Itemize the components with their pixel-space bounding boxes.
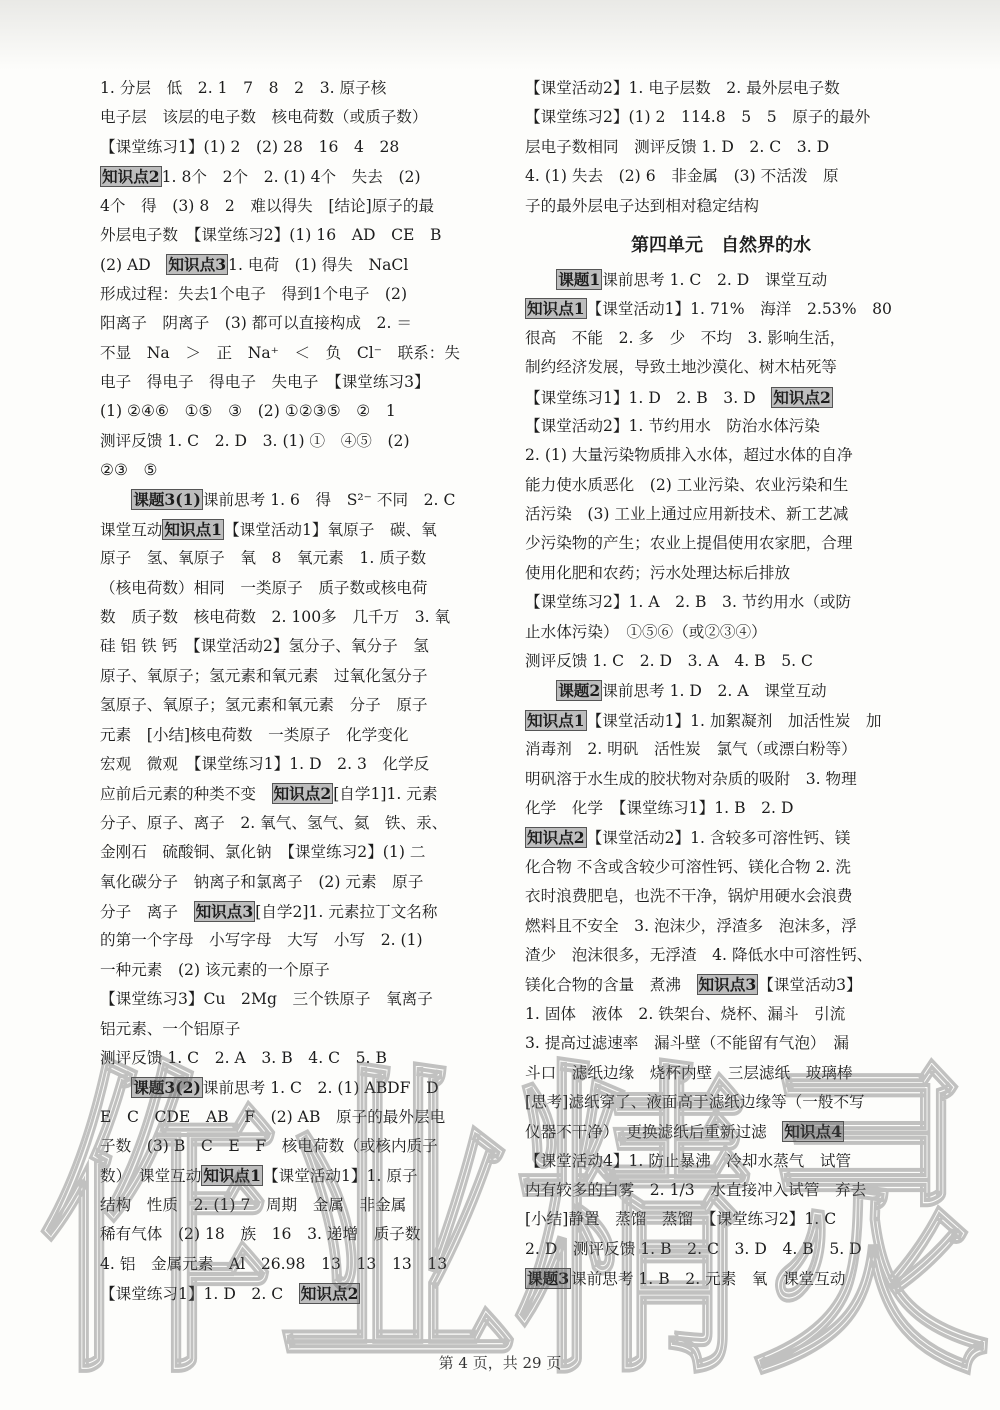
text-run: 一种元素 (2) 该元素的一个原子 [100, 960, 330, 979]
text-line [100, 838, 485, 867]
right-column-top [525, 74, 917, 221]
section-tag: 知识点2 [527, 828, 585, 848]
text-run: 渣少 泡沫很多，无浮渣 4. 降低水中可溶性钙、 [525, 945, 873, 964]
section-tag: 知识点2 [300, 1284, 359, 1304]
text-line [525, 441, 917, 470]
text-run: 【课堂练习2】1. A 2. B 3. 节约用水（或防 [525, 593, 852, 612]
text-run: 氧化碳分子 钠离子和氯离子 (2) 元素 原子 [100, 872, 424, 891]
text-run: 1. 分层 低 2. 1 7 8 2 3. 原子核 [100, 79, 387, 97]
text-line [525, 735, 917, 764]
text-run: [自学1]1. 元素 [333, 785, 438, 804]
text-line [525, 500, 917, 529]
text-line [525, 970, 917, 999]
text-run: 的第一个字母 小写字母 大写 小写 2. (1) [100, 931, 423, 950]
text-run: 明矾溶于水生成的胶状物对杂质的吸附 3. 物理 [525, 769, 857, 788]
text-run: 燃料且不安全 3. 泡沫少，浮渣多 泡沫多，浮 [525, 916, 857, 935]
text-line [525, 559, 917, 588]
text-line [100, 515, 485, 544]
text-run: 数 质子数 核电荷数 2. 100多 几千万 3. 氧 [100, 608, 451, 627]
text-line [525, 618, 917, 647]
text-run: 【课堂练习3】Cu 2Mg 三个铁原子 氧离子 [100, 990, 433, 1009]
text-line [100, 750, 485, 779]
text-run: 使用化肥和农药；污水处理达标后排放 [525, 563, 791, 582]
text-run: 子数 (3) B C E F 核电荷数（或核内质子 [100, 1137, 438, 1156]
text-line [525, 529, 917, 558]
section-tag: 知识点3 [698, 975, 757, 995]
text-line [525, 823, 917, 852]
text-run: ②③ ⑤ [100, 461, 158, 480]
text-run: 课前思考 1. 6 得 S²⁻ 不同 2. C [202, 491, 456, 510]
text-line [100, 485, 485, 514]
text-run: 能力使水质恶化 (2) 工业污染、农业污染和生 [525, 475, 849, 494]
text-line [525, 192, 917, 221]
text-run: 课前思考 1. C 2. D 课堂互动 [602, 270, 828, 289]
section-tag: 课题1 [558, 269, 601, 289]
text-line [100, 133, 485, 162]
section-tag: 课题3 [527, 1269, 570, 1289]
text-line [525, 588, 917, 617]
text-run [525, 682, 556, 700]
text-run: 4. (1) 失去 (2) 6 非金属 (3) 不活泼 原 [525, 167, 839, 186]
text-run: 氢原子、氧原子；氢元素和氧元素 分子 原子 [100, 696, 428, 715]
scan-shadow [0, 0, 1000, 70]
text-run: 课前思考 1. D 2. A 课堂互动 [602, 682, 827, 701]
svg-text:作业精灵: 作业精灵 [40, 1034, 991, 1410]
section-tag: 知识点1 [164, 519, 223, 539]
text-line [525, 882, 917, 911]
text-line [525, 383, 917, 412]
text-line [100, 632, 485, 661]
text-line [100, 603, 485, 632]
text-line [100, 926, 485, 955]
text-line [525, 103, 917, 132]
section-tag: 知识点2 [273, 784, 332, 804]
text-run: 镁化合物的含量 煮沸 [525, 976, 697, 995]
text-line [100, 162, 485, 191]
text-line [100, 250, 485, 279]
unit-title: 第四单元 自然界的水 [631, 234, 811, 256]
text-line [525, 647, 917, 676]
text-run: 消毒剂 2. 明矾 活性炭 氯气（或漂白粉等） [525, 740, 857, 759]
text-run: 内有较多的白雾 2. 1/3 水直接冲入试管 弃去 [525, 1181, 867, 1200]
text-run: （核电荷数）相同 一类原子 质子数或核电荷 [100, 578, 428, 597]
text-run [525, 271, 556, 289]
text-line [525, 912, 917, 941]
text-run: 4. 铝 金属元素 Al 26.98 13 13 13 13 [100, 1254, 448, 1273]
text-run: 数） 课堂互动 [100, 1167, 202, 1186]
text-run: 【课堂练习2】(1) 2 114.8 5 5 原子的最外 [525, 108, 871, 127]
section-tag: 知识点4 [784, 1122, 842, 1142]
text-run: [自学2]1. 元素拉丁文名称 [255, 902, 438, 921]
text-line [525, 294, 917, 323]
text-run: 活污染 (3) 工业上通过应用新技术、新工艺减 [525, 505, 849, 524]
text-line [100, 868, 485, 897]
text-run: 硅 铝 铁 钙 【课堂活动2】氢分子、氧分子 氢 [100, 637, 429, 656]
text-run: 形成过程：失去1个电子 得到1个电子 (2) [100, 284, 408, 303]
text-run: 结构 性质 2. (1) 7 周期 金属 非金属 [100, 1195, 407, 1214]
section-tag: 知识点1 [527, 710, 585, 730]
text-run: 【课堂练习1】1. D 2. C [100, 1285, 299, 1304]
text-line [100, 427, 485, 456]
text-run: 层电子数相同 测评反馈 1. D 2. C 3. D [525, 137, 830, 156]
text-line [100, 192, 485, 221]
section-tag: 课题3(2) [133, 1078, 201, 1098]
text-run: 原子、氧原子；氢元素和氧元素 过氧化氢分子 [100, 666, 428, 685]
text-line [100, 662, 485, 691]
text-run: 化学 化学 【课堂练习1】1. B 2. D [525, 798, 794, 817]
text-run: 测评反馈 1. C 2. A 3. B 4. C 5. B [100, 1048, 387, 1067]
text-run: 宏观 微观 【课堂练习1】1. D 2. 3 化学反 [100, 754, 430, 773]
text-line [525, 162, 917, 191]
text-run: 4个 得 (3) 8 2 难以得失 [结论]原子的最 [100, 196, 435, 215]
text-run: (2) AD [100, 256, 167, 275]
text-run: 分子 离子 [100, 902, 194, 921]
text-run: 分子、原子、离子 2. 氧气、氢气、氦 铁、汞、 [100, 813, 448, 832]
text-line [100, 544, 485, 573]
text-line [100, 809, 485, 838]
text-run: 斗口 滤纸边缘 烧杯内壁 三层滤纸 玻璃棒 [525, 1063, 853, 1082]
text-run: 稀有气体 (2) 18 族 16 3. 递增 质子数 [100, 1225, 421, 1244]
text-run: 【课堂活动2】1. 含较多可溶性钙、镁 [586, 829, 851, 848]
text-run: 仪器不干净） 更换滤纸后重新过滤 [525, 1123, 783, 1142]
section-tag: 知识点2 [102, 167, 160, 187]
text-run: 【课堂活动2】1. 节约用水 防治水体污染 [525, 416, 820, 435]
text-run: 课前思考 1. C 2. (1) ABDF D [202, 1079, 439, 1098]
text-run: E C CDE AB F (2) AB 原子的最外层电 [100, 1107, 446, 1126]
text-run: 【课堂练习1】1. D 2. B 3. D [525, 388, 772, 407]
text-run: 应前后元素的种类不变 [100, 785, 272, 804]
text-run: 化合物 不含或含较少可溶性钙、镁化合物 2. 洗 [525, 857, 852, 876]
text-run: 制约经济发展，导致土地沙漠化、树木枯死等 [525, 358, 837, 377]
text-line [525, 794, 917, 823]
text-line [525, 133, 917, 162]
text-line [100, 779, 485, 808]
text-run: 测评反馈 1. C 2. D 3. A 4. B 5. C [525, 652, 813, 671]
text-run: 子的最外层电子达到相对稳定结构 [525, 196, 759, 215]
text-line [525, 265, 917, 294]
text-run: 1. 电荷 (1) 得失 NaCl [228, 256, 409, 275]
text-line [100, 574, 485, 603]
text-run: [思考]滤纸穿了、液面高于滤纸边缘等（一般不写 [525, 1092, 865, 1111]
section-tag: 知识点3 [168, 255, 227, 275]
text-run: 铝元素、一个铝原子 [100, 1019, 241, 1038]
text-line [100, 956, 485, 985]
text-line [525, 353, 917, 382]
text-run: 【课堂活动1】1. 71% 海洋 2.53% 80 [586, 300, 892, 319]
text-run: (1) ②④⑥ ①⑤ ③ (2) ①②③⑤ ② 1 [100, 402, 396, 421]
text-run: 金刚石 硫酸铜、氯化钠 【课堂练习2】(1) 二 [100, 843, 426, 862]
text-run: 测评反馈 1. C 2. D 3. (1) ① ④⑤ (2) [100, 431, 410, 450]
text-run: 【课堂活动2】1. 电子层数 2. 最外层电子数 [525, 79, 840, 97]
text-run: 课堂互动 [100, 520, 163, 539]
text-line [100, 74, 485, 103]
section-tag: 知识点3 [195, 901, 254, 921]
text-run: 原子 氢、氧原子 氧 8 氧元素 1. 质子数 [100, 549, 427, 568]
text-run: 不显 Na ＞ 正 Na⁺ ＜ 负 Cl⁻ 联系：失 [100, 343, 460, 362]
text-run: 电子层 该层的电子数 核电荷数（或质子数） [100, 108, 428, 127]
text-line [100, 368, 485, 397]
text-run: 1. 8个 2个 2. (1) 4个 失去 (2) [161, 168, 421, 187]
text-line [525, 706, 917, 735]
text-run: 衣时浪费肥皂，也洗不干净，锅炉用硬水会浪费 [525, 887, 853, 906]
text-run: 元素 [小结]核电荷数 一类原子 化学变化 [100, 725, 409, 744]
text-run: 阳离子 阴离子 (3) 都可以直接构成 2. ＝ [100, 314, 412, 333]
text-run: 很高 不能 2. 多 少 不均 3. 影响生活， [525, 328, 846, 347]
text-run: 【课堂活动1】1. 原子 [263, 1167, 418, 1186]
text-line [525, 765, 917, 794]
section-tag: 知识点1 [527, 299, 585, 319]
section-tag: 课题3(1) [133, 490, 201, 510]
text-run: 【课堂活动1】1. 加絮凝剂 加活性炭 加 [586, 711, 882, 730]
text-line [525, 941, 917, 970]
text-run: 少污染物的产生；农业上提倡使用农家肥，合理 [525, 534, 853, 553]
section-tag: 知识点2 [773, 387, 831, 407]
text-run: 3. 提高过滤速率 漏斗壁（不能留有气泡） 漏 [525, 1034, 849, 1053]
section-tag: 课题2 [558, 681, 601, 701]
text-run: 课前思考 1. B 2. 元素 氧 课堂互动 [571, 1270, 846, 1289]
watermark-logo [20, 1010, 1000, 1410]
section-tag: 知识点1 [203, 1166, 261, 1186]
text-line [100, 691, 485, 720]
text-line [525, 853, 917, 882]
text-run: 【课堂练习1】(1) 2 (2) 28 16 4 28 [100, 137, 400, 156]
text-line [100, 397, 485, 426]
text-run [100, 491, 131, 509]
text-run: 【课堂活动1】氧原子 碳、氧 [224, 520, 437, 539]
text-run: 止水体污染） ①⑤⑥（或②③④） [525, 622, 767, 641]
text-line [100, 221, 485, 250]
text-run: 2. (1) 大量污染物质排入水体，超过水体的自净 [525, 446, 853, 465]
text-line [525, 324, 917, 353]
text-line [525, 74, 917, 103]
text-run: 【课堂活动4】1. 防止暴沸 冷却水蒸气 试管 [525, 1151, 852, 1170]
text-line [100, 339, 485, 368]
text-run: 电子 得电子 得电子 失电子 【课堂练习3】 [100, 372, 430, 391]
text-line [100, 721, 485, 750]
text-run: 【课堂活动3】 [758, 976, 862, 995]
text-line [100, 103, 485, 132]
text-run: 2. D 测评反馈 1. B 2. C 3. D 4. B 5. D [525, 1239, 862, 1258]
text-line [100, 456, 485, 485]
text-line [525, 412, 917, 441]
text-run: 1. 固体 液体 2. 铁架台、烧杯、漏斗 引流 [525, 1004, 846, 1023]
text-line [100, 280, 485, 309]
text-line [100, 897, 485, 926]
text-line [100, 309, 485, 338]
text-line [525, 676, 917, 705]
page-footer: 第 4 页，共 29 页 [438, 1354, 562, 1372]
text-line [525, 471, 917, 500]
text-run: 外层电子数 【课堂练习2】(1) 16 AD CE B [100, 225, 442, 244]
text-run: [小结]静置 蒸馏 蒸馏 【课堂练习2】1. C [525, 1210, 837, 1229]
